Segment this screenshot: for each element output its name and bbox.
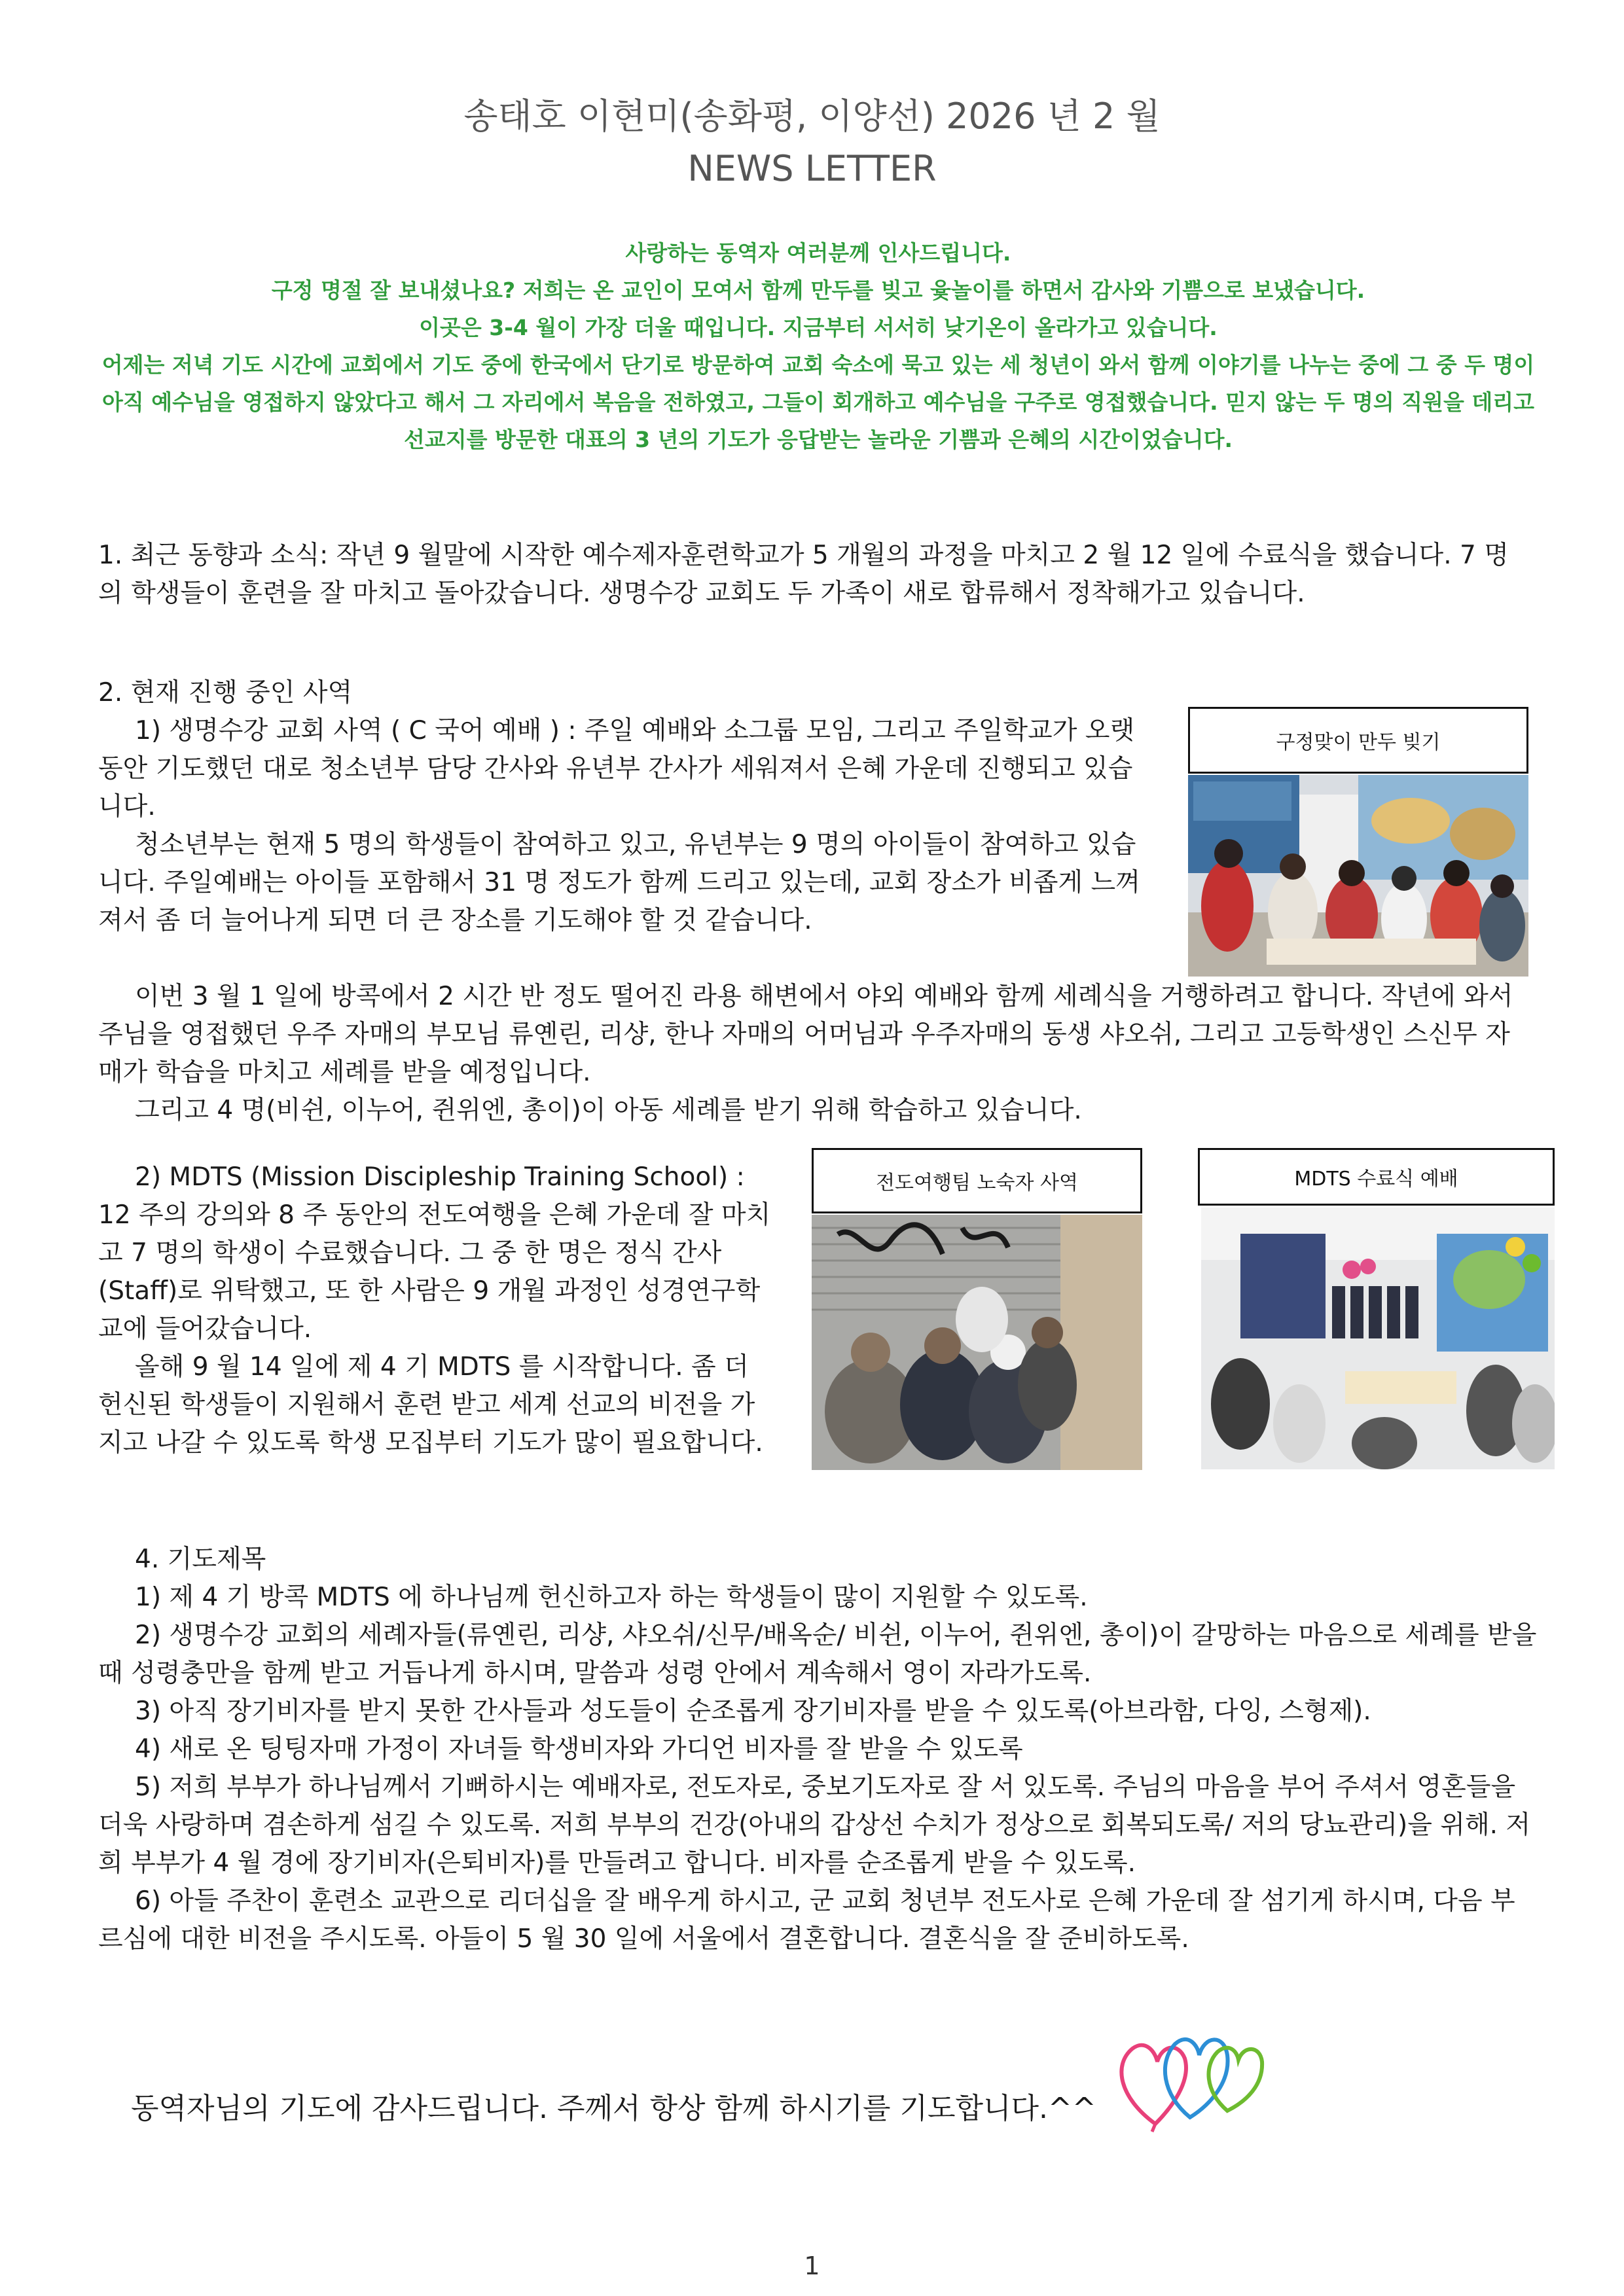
baptism-block — [98, 978, 1532, 1130]
graduation-photo — [1201, 1208, 1555, 1469]
greeting-line: 사랑하는 동역자 여러분께 인사드립니다. — [625, 240, 1011, 266]
church-ministry-text: 1) 생명수강 교회 사역 ( C 국어 예배 ) : 주일 예배와 소그룹 모임, 그리고 주일학교가 오랫동안 기도했던 대로 청소년부 담당 간사와 유년부 간사가 세워져서 은혜 가운데 진행되고 있습니다. — [98, 716, 1135, 821]
ministry-heading: 2. 현재 진행 중인 사역 — [98, 678, 353, 708]
greeting-line: 이곳은 3-4 월이 가장 더울 때입니다. 지금부터 서서히 낮기온이 올라가고 있습니다. — [419, 315, 1218, 340]
prayer-item: 2) 생명수강 교회의 세례자들(류옌린, 리샹, 샤오쉬/신무/배옥순/ 비쉰, 이누어, 쥔위엔, 총이)이 갈망하는 마음으로 세례를 받을 때 성령충만을 함께 받고 거듭나게 하시며, 말씀과 성령 안에서 계속해서 영이 자라가도록. — [98, 1621, 1537, 1688]
homeless-ministry-photo — [812, 1215, 1142, 1470]
section-ministry — [98, 674, 1146, 940]
prayer-item: 5) 저희 부부가 하나님께서 기뻐하시는 예배자로, 전도자로, 중보기도자로 잘 서 있도록. 주님의 마음을 부어 주셔서 영혼들을 더욱 사랑하며 겸손하게 섬길 수 있도록. 저희 부부의 건강(아내의 갑상선 수치가 정상으로 회복되도록/ 저의 당뇨관리)을 위해. 저희 부부가 4 월 경에 장기비자(은퇴비자)를 만들려고 합니다. 비자를 순조롭게 받을 수 있도록. — [98, 1772, 1531, 1878]
caption-graduation: MDTS 수료식 예배 — [1198, 1148, 1555, 1206]
child-baptism-text: 그리고 4 명(비쉰, 이누어, 쥔위엔, 총이)이 아동 세례를 받기 위해 학습하고 있습니다. — [135, 1096, 1082, 1125]
dumpling-photo — [1188, 775, 1528, 977]
baptism-text: 이번 3 월 1 일에 방콕에서 2 시간 반 정도 떨어진 라용 해변에서 야외 예배와 함께 세례식을 거행하려고 합니다. 작년에 와서 주님을 영접했던 우주 자매의 부모님 류옌린, 리샹, 한나 자매의 어머님과 우주자매의 동생 샤오쉬, 그리고 고등학생인 스신무 자매가 학습을 마치고 세례를 받을 예정입니다. — [98, 982, 1513, 1087]
caption-dumpling: 구정맞이 만두 빚기 — [1188, 707, 1528, 774]
mdts-next-text: 올해 9 월 14 일에 제 4 기 MDTS 를 시작합니다. 좀 더 헌신된 학생들이 지원해서 훈련 받고 세계 선교의 비전을 가지고 나갈 수 있도록 학생 모집부터 기도가 많이 필요합니다. — [98, 1352, 763, 1458]
greeting-line: 구정 명절 잘 보내셨나요? 저희는 온 교인이 모여서 함께 만두를 빚고 윷놀이를 하면서 감사와 기쁨으로 보냈습니다. — [271, 278, 1365, 303]
dumpling-photo-illustration — [1188, 775, 1528, 977]
prayer-item: 1) 제 4 기 방콕 MDTS 에 하나님께 헌신하고자 하는 학생들이 많이 지원할 수 있도록. — [135, 1583, 1088, 1612]
youth-text: 청소년부는 현재 5 명의 학생들이 참여하고 있고, 유년부는 9 명의 아이들이 참여하고 있습니다. 주일예배는 아이들 포함해서 31 명 정도가 함께 드리고 있는데, 교회 장소가 비좁게 느껴져서 좀 더 늘어나게 되면 더 큰 장소를 기도해야 할 것 같습니다. — [98, 830, 1140, 935]
caption-homeless: 전도여행팀 노숙자 사역 — [812, 1148, 1142, 1213]
section-recent-news — [98, 537, 1532, 613]
page-number: 1 — [804, 2251, 820, 2280]
newsletter-subtitle: NEWS LETTER — [687, 148, 937, 189]
prayer-heading: 4. 기도제목 — [135, 1545, 266, 1574]
graduation-photo-illustration — [1201, 1208, 1555, 1469]
greeting-line: 어제는 저녁 기도 시간에 교회에서 기도 중에 한국에서 단기로 방문하여 교회 숙소에 묵고 있는 세 청년이 와서 함께 이야기를 나누는 중에 그 중 두 명이 아직 예수님을 영접하지 않았다고 해서 그 자리에서 복음을 전하였고, 그들이 회개하고 예수님을 구주로 영접했습니다. 믿지 않는 두 명의 직원을 데리고 선교지를 방문한 대표의 3 년의 기도가 응답받는 놀라운 기쁨과 은혜의 시간이었습니다. — [101, 352, 1535, 452]
mdts-block — [98, 1158, 772, 1462]
greeting-block — [98, 234, 1538, 458]
homeless-photo-illustration — [812, 1215, 1142, 1470]
prayer-item: 3) 아직 장기비자를 받지 못한 간사들과 성도들이 순조롭게 장기비자를 받을 수 있도록(아브라함, 다잉, 스형제). — [135, 1696, 1371, 1726]
mdts-text: 2) MDTS (Mission Discipleship Training School) : 12 주의 강의와 8 주 동안의 전도여행을 은혜 가운데 잘 마치고 7 명의 학생이 수료했습니다. 그 중 한 명은 정식 간사(Staff)로 위탁했고, 또 한 사람은 9 개월 과정인 성경연구학교에 들어갔습니다. — [98, 1162, 771, 1344]
newsletter-title: 송태호 이현미(송화평, 이양선) 2026 년 2 월 — [463, 96, 1161, 137]
prayer-item: 4) 새로 온 팅팅자매 가정이 자녀들 학생비자와 가디언 비자를 잘 받을 수 있도록 — [135, 1734, 1023, 1764]
section-prayer — [98, 1541, 1538, 1958]
closing-message: 동역자님의 기도에 감사드립니다. 주께서 항상 함께 하시기를 기도합니다.^^ — [131, 2092, 1096, 2125]
prayer-item: 6) 아들 주찬이 훈련소 교관으로 리더십을 잘 배우게 하시고, 군 교회 청년부 전도사로 은혜 가운데 잘 섬기게 하시며, 다음 부르심에 대한 비전을 주시도록. 아들이 5 월 30 일에 서울에서 결혼합니다. 결혼식을 잘 준비하도록. — [98, 1886, 1515, 1954]
hearts-logo-icon — [1106, 2019, 1270, 2134]
recent-news-text: 1. 최근 동향과 소식: 작년 9 월말에 시작한 예수제자훈련학교가 5 개월의 과정을 마치고 2 월 12 일에 수료식을 했습니다. 7 명의 학생들이 훈련을 잘 마치고 돌아갔습니다. 생명수강 교회도 두 가족이 새로 합류해서 정착해가고 있습니다. — [98, 541, 1509, 608]
